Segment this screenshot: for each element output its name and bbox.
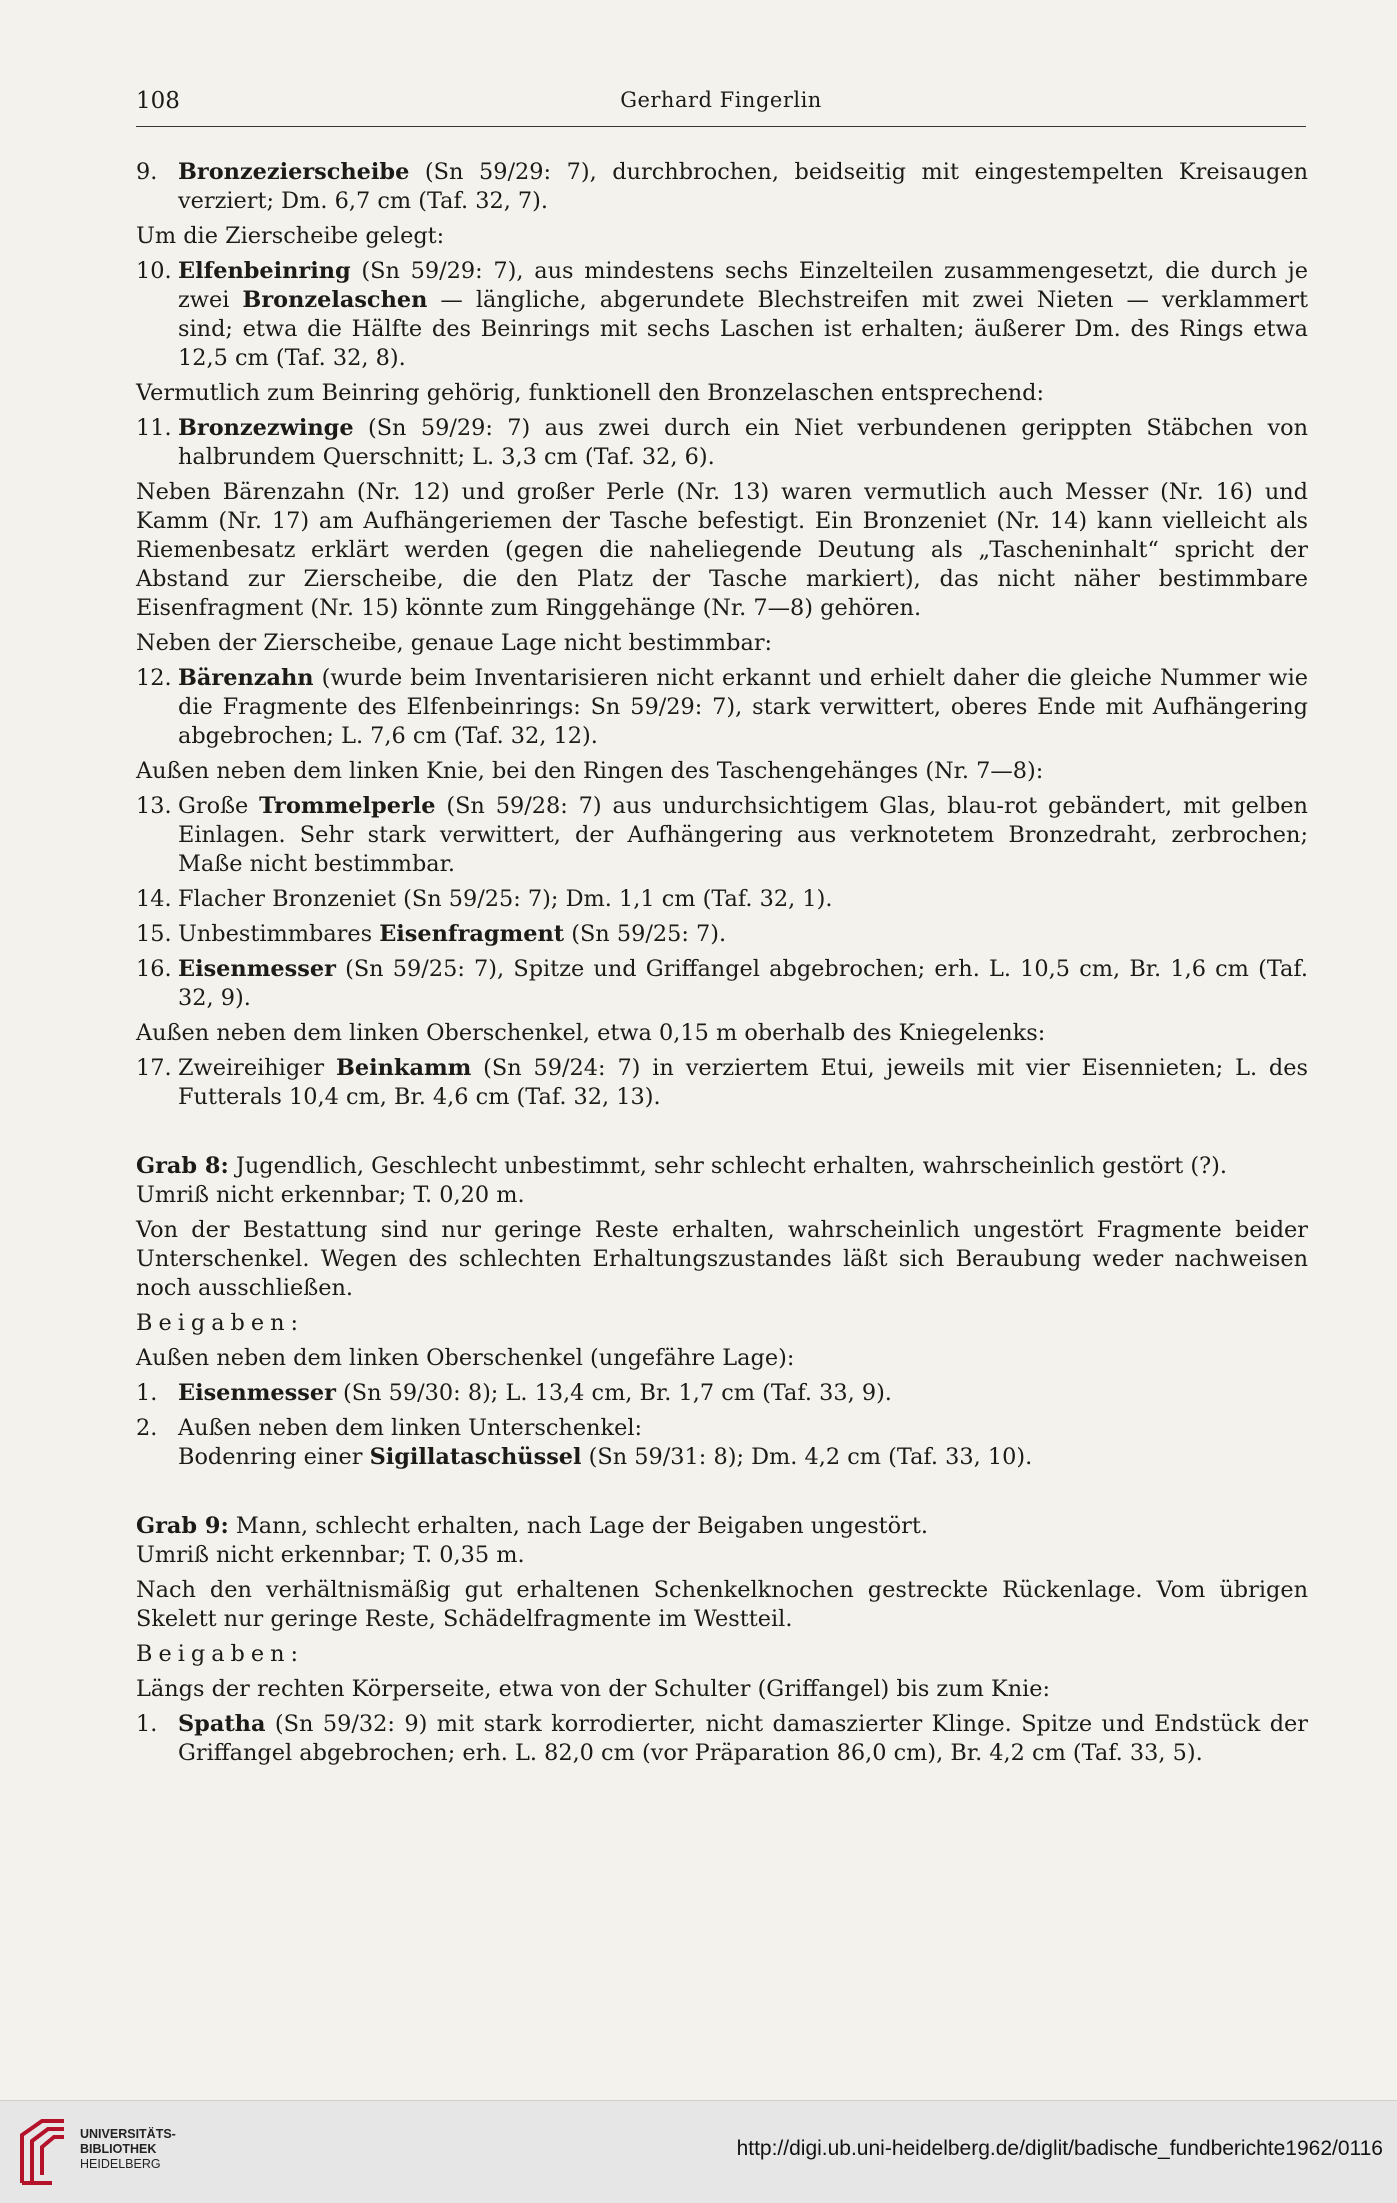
grave-heading [136, 1512, 1308, 1570]
item-text: Große [178, 793, 260, 819]
list-item [136, 920, 1308, 949]
item-text: — längliche, abgerundete Blechstreifen mit zwei Nieten — verklammert sind; etwa die Hälfte des Beinrings mit sechs Laschen ist erhalten; äußerer Dm. des Rings etwa 12,5 cm (Taf. 32, 8). [178, 287, 1308, 371]
item-text: (wurde beim Inventarisieren nicht erkannt und erhielt daher die gleiche Nummer wie die Fragmente des Elfenbeinrings: Sn 59/29: 7), stark verwittert, oberes Ende mit Aufhängering abgebrochen; L. 7,6 cm (Taf. 32, 12). [178, 665, 1308, 749]
paragraph: Nach den verhältnismäßig gut erhaltenen Schenkelknochen gestreckte Rückenlage. Vom übrigen Skelett nur geringe Reste, Schädelfragmente im Westteil. [136, 1577, 1308, 1632]
item-number: 16. [136, 956, 172, 982]
item-number: 11. [136, 415, 172, 441]
item-term: Sigillataschüssel [369, 1444, 582, 1470]
item-text: (Sn 59/24: 7) in verziertem Etui, jeweils mit vier Eisennieten; L. des Futterals 10,4 cm, Br. 4,6 cm (Taf. 32, 13). [178, 1055, 1308, 1110]
list-item [136, 1054, 1308, 1112]
paragraph: Um die Zierscheibe gelegt: [136, 223, 445, 249]
library-name-line: BIBLIOTHEK [80, 2142, 157, 2156]
page-number: 108 [136, 88, 180, 114]
paragraph: Von der Bestattung sind nur geringe Reste erhalten, wahrscheinlich ungestört Fragmente beider Unterschenkel. Wegen des schlechten Erhaltungszustandes läßt sich Beraubung weder nachweisen noch ausschließen. [136, 1217, 1308, 1301]
item-text: Bodenring einer [178, 1444, 370, 1470]
item-text: Flacher Bronzeniet (Sn 59/25: 7); Dm. 1,1 cm (Taf. 32, 1). [178, 886, 833, 912]
item-text: (Sn 59/32: 9) mit stark korrodierter, nicht damaszierter Klinge. Spitze und Endstück der Griffangel abgebrochen; erh. L. 82,0 cm (vor Präparation 86,0 cm), Br. 4,2 cm (Taf. 33, 5). [178, 1711, 1308, 1766]
paragraph: Außen neben dem linken Oberschenkel (ungefähre Lage): [136, 1345, 795, 1371]
item-text: (Sn 59/31: 8); Dm. 4,2 cm (Taf. 33, 10). [581, 1444, 1033, 1470]
item-text: (Sn 59/28: 7) aus undurchsichtigem Glas, blau-rot gebändert, mit gelben Einlagen. Sehr stark verwittert, der Aufhängering aus verknotetem Bronzedraht, zerbrochen; Maße nicht bestimmbar. [178, 793, 1308, 877]
list-item [136, 1414, 1308, 1472]
list-item [136, 257, 1308, 373]
item-term: Eisenfragment [379, 921, 565, 947]
library-name-line: HEIDELBERG [80, 2157, 161, 2171]
item-number: 1. [136, 1711, 158, 1737]
grave-summary: Umriß nicht erkennbar; T. 0,20 m. [136, 1182, 525, 1208]
item-number: 2. [136, 1415, 158, 1441]
item-term: Elfenbeinring [178, 258, 351, 284]
grave-title: Grab 8: [136, 1153, 229, 1179]
item-text: (Sn 59/29: 7), durchbrochen, beidseitig mit eingestempelten Kreisaugen verziert; Dm. 6,7 cm (Taf. 32, 7). [178, 159, 1308, 214]
item-term: Bronzezierscheibe [178, 159, 410, 185]
item-text: (Sn 59/29: 7) aus zwei durch ein Niet verbundenen gerippten Stäbchen von halbrundem Querschnitt; L. 3,3 cm (Taf. 32, 6). [178, 415, 1308, 470]
item-number: 10. [136, 258, 172, 284]
page-header [136, 82, 1306, 127]
item-number: 15. [136, 921, 172, 947]
list-item [136, 955, 1308, 1013]
list-item [136, 1710, 1308, 1768]
library-name [80, 2127, 176, 2172]
list-item [136, 1379, 1308, 1408]
grave-summary: Jugendlich, Geschlecht unbestimmt, sehr schlecht erhalten, wahrscheinlich gestört (?). [228, 1153, 1227, 1179]
paragraph: Außen neben dem linken Knie, bei den Ringen des Taschengehänges (Nr. 7—8): [136, 758, 1044, 784]
section-label: Beigaben: [136, 1641, 305, 1667]
item-text: (Sn 59/29: 7), aus mindestens sechs Einzelteilen zusammengesetzt, die durch je zwei [178, 258, 1308, 313]
item-text: (Sn 59/25: 7). [564, 921, 727, 947]
paragraph: Längs der rechten Körperseite, etwa von der Schulter (Griffangel) bis zum Knie: [136, 1676, 1051, 1702]
item-text: Unbestimmbares [178, 921, 380, 947]
item-text: (Sn 59/30: 8); L. 13,4 cm, Br. 1,7 cm (Taf. 33, 9). [335, 1380, 892, 1406]
paragraph: Neben der Zierscheibe, genaue Lage nicht bestimmbar: [136, 630, 773, 656]
running-head: Gerhard Fingerlin [620, 88, 822, 112]
list-item [136, 414, 1308, 472]
library-name-line: UNIVERSITÄTS- [80, 2127, 176, 2141]
item-text: (Sn 59/25: 7), Spitze und Griffangel abgebrochen; erh. L. 10,5 cm, Br. 1,6 cm (Taf. 32, 9). [178, 956, 1308, 1011]
paragraph: Neben Bärenzahn (Nr. 12) und großer Perle (Nr. 13) waren vermutlich auch Messer (Nr. 16) und Kamm (Nr. 17) am Aufhängeriemen der Tasche befestigt. Ein Bronzeniet (Nr. 14) kann vielleicht als Riemenbesatz erklärt werden (gegen die naheliegende Deutung als „Tascheninhalt“ spricht der Abstand zur Zierscheibe, die den Platz der Tasche markiert), das nicht näher bestimmbare Eisenfragment (Nr. 15) könnte zum Ringgehänge (Nr. 7—8) gehören. [136, 479, 1308, 621]
item-term: Bärenzahn [178, 665, 314, 691]
item-number: 1. [136, 1380, 158, 1406]
item-number: 13. [136, 793, 172, 819]
item-text: Außen neben dem linken Unterschenkel: [178, 1415, 643, 1441]
source-url-link[interactable]: http://digi.ub.uni-heidelberg.de/diglit/badische_fundberichte1962/0116 [736, 2137, 1383, 2160]
item-term: Spatha [178, 1711, 266, 1737]
list-item [136, 158, 1308, 216]
list-item [136, 792, 1308, 879]
section-label: Beigaben: [136, 1310, 305, 1336]
item-text: Zweireihiger [178, 1055, 336, 1081]
paragraph: Vermutlich zum Beinring gehörig, funktionell den Bronzelaschen entsprechend: [136, 380, 1045, 406]
item-term: Eisenmesser [178, 956, 336, 982]
item-term: Bronzelaschen [242, 287, 428, 313]
item-number: 17. [136, 1055, 172, 1081]
grave-summary: Mann, schlecht erhalten, nach Lage der Beigaben ungestört. [228, 1513, 928, 1539]
spacer [136, 1478, 1308, 1512]
list-item [136, 664, 1308, 751]
spacer [136, 1118, 1308, 1152]
item-term: Bronzezwinge [178, 415, 354, 441]
item-term: Eisenmesser [178, 1380, 336, 1406]
item-number: 9. [136, 159, 158, 185]
list-item [136, 885, 1308, 914]
item-number: 14. [136, 886, 172, 912]
item-number: 12. [136, 665, 172, 691]
grave-summary: Umriß nicht erkennbar; T. 0,35 m. [136, 1542, 525, 1568]
item-term: Trommelperle [259, 793, 436, 819]
item-term: Beinkamm [335, 1055, 472, 1081]
university-library-logo-icon [12, 2115, 74, 2187]
grave-heading [136, 1152, 1308, 1210]
page-body [136, 158, 1308, 1774]
footer-bar [0, 2100, 1397, 2203]
grave-title: Grab 9: [136, 1513, 229, 1539]
paragraph: Außen neben dem linken Oberschenkel, etwa 0,15 m oberhalb des Kniegelenks: [136, 1020, 1046, 1046]
